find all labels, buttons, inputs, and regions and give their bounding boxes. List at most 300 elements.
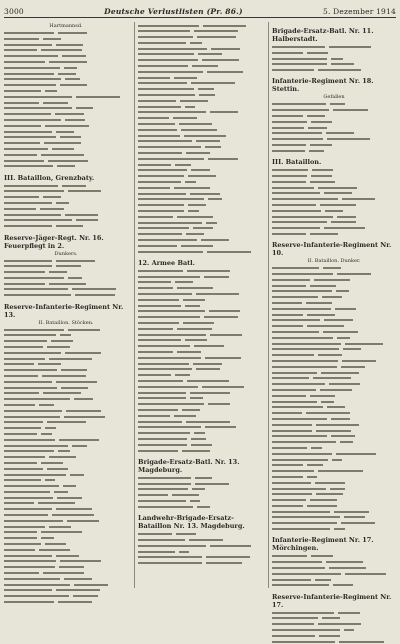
entry-text bbox=[272, 127, 304, 129]
entry-status bbox=[183, 322, 213, 324]
entry-status bbox=[181, 129, 217, 131]
casualty-entry bbox=[272, 553, 396, 558]
entry-text bbox=[138, 392, 186, 394]
entry-status bbox=[52, 514, 95, 516]
entry-status bbox=[205, 357, 241, 359]
casualty-entry bbox=[272, 196, 396, 201]
entry-text bbox=[272, 290, 332, 292]
entry-status bbox=[60, 334, 71, 336]
casualty-entry bbox=[138, 196, 262, 201]
casualty-entry bbox=[138, 343, 262, 348]
entry-status bbox=[45, 427, 56, 429]
casualty-entry bbox=[138, 28, 262, 33]
entry-text bbox=[4, 566, 55, 568]
entry-status bbox=[193, 363, 221, 365]
casualty-entry bbox=[272, 306, 396, 311]
entry-status bbox=[62, 55, 86, 57]
column-divider bbox=[268, 22, 269, 588]
casualty-entry bbox=[138, 413, 262, 418]
entry-text bbox=[4, 497, 53, 499]
entry-text bbox=[138, 94, 195, 96]
entry-status bbox=[67, 520, 99, 522]
casualty-entry bbox=[138, 285, 262, 290]
casualty-entry bbox=[272, 358, 396, 363]
casualty-entry bbox=[272, 341, 396, 346]
casualty-entry bbox=[4, 483, 128, 488]
entry-status bbox=[337, 216, 356, 218]
casualty-entry bbox=[138, 237, 262, 242]
entry-status bbox=[61, 369, 86, 371]
entry-text bbox=[272, 354, 314, 356]
header-rule bbox=[4, 17, 396, 18]
entry-text bbox=[272, 505, 303, 507]
entry-text bbox=[272, 279, 310, 281]
entry-text bbox=[138, 276, 200, 278]
entry-text bbox=[272, 629, 340, 631]
entry-text bbox=[272, 343, 341, 345]
entry-text bbox=[272, 198, 338, 200]
entry-status bbox=[191, 438, 206, 440]
entry-text bbox=[272, 337, 333, 339]
entry-status bbox=[339, 641, 383, 643]
casualty-entry bbox=[4, 489, 128, 494]
entry-text bbox=[4, 369, 57, 371]
entry-text bbox=[4, 102, 39, 104]
entry-status bbox=[330, 103, 345, 105]
entry-text bbox=[272, 175, 307, 177]
entry-status bbox=[331, 435, 355, 437]
casualty-entry bbox=[272, 639, 396, 644]
entry-status bbox=[42, 375, 87, 377]
casualty-entry bbox=[4, 338, 128, 343]
entry-status bbox=[43, 572, 84, 574]
casualty-entry bbox=[272, 352, 396, 357]
casualty-entry bbox=[138, 366, 262, 371]
entry-text bbox=[272, 516, 340, 518]
entry-text bbox=[138, 380, 183, 382]
entry-text bbox=[138, 281, 171, 283]
casualty-entry bbox=[272, 514, 396, 519]
casualty-entry bbox=[4, 269, 128, 274]
entry-text bbox=[138, 287, 173, 289]
entry-text bbox=[138, 368, 192, 370]
entry-status bbox=[321, 401, 334, 403]
entry-text bbox=[138, 409, 178, 411]
entry-status bbox=[175, 164, 191, 166]
entry-text bbox=[4, 526, 45, 528]
entry-text bbox=[272, 138, 323, 140]
casualty-entry bbox=[4, 390, 128, 395]
entry-text bbox=[272, 302, 302, 304]
entry-text bbox=[138, 164, 171, 166]
entry-text bbox=[272, 103, 326, 105]
casualty-entry bbox=[138, 337, 262, 342]
entry-text bbox=[272, 267, 319, 269]
entry-status bbox=[188, 204, 206, 206]
entry-status bbox=[324, 227, 364, 229]
entry-text bbox=[272, 150, 305, 152]
casualty-entry bbox=[4, 158, 128, 163]
entry-status bbox=[49, 456, 76, 458]
casualty-entry bbox=[4, 223, 128, 228]
entry-status bbox=[331, 63, 354, 65]
casualty-entry bbox=[272, 439, 396, 444]
entry-text bbox=[272, 348, 339, 350]
casualty-entry bbox=[272, 559, 396, 564]
entry-text bbox=[138, 322, 179, 324]
casualty-entry bbox=[4, 134, 128, 139]
entry-text bbox=[272, 192, 320, 194]
section-subheading: Hartmannsd. bbox=[49, 23, 83, 29]
entry-text bbox=[138, 316, 200, 318]
casualty-entry bbox=[272, 451, 396, 456]
casualty-entry bbox=[272, 375, 396, 380]
entry-status bbox=[58, 601, 93, 603]
casualty-entry bbox=[272, 399, 396, 404]
entry-text bbox=[4, 358, 45, 360]
entry-status bbox=[58, 450, 70, 452]
casualty-entry bbox=[138, 86, 262, 91]
entry-text bbox=[272, 319, 320, 321]
entry-text bbox=[4, 78, 61, 80]
casualty-entry bbox=[4, 206, 128, 211]
page-number: 3000 bbox=[4, 7, 24, 16]
entry-text bbox=[138, 135, 180, 137]
entry-status bbox=[41, 537, 53, 539]
casualty-entry bbox=[4, 212, 128, 217]
entry-text bbox=[272, 331, 319, 333]
entry-text bbox=[272, 221, 327, 223]
entry-status bbox=[306, 302, 332, 304]
casualty-entry bbox=[4, 379, 128, 384]
entry-text bbox=[138, 494, 168, 496]
entry-status bbox=[326, 561, 363, 563]
entry-status bbox=[65, 119, 85, 121]
entry-text bbox=[138, 270, 183, 272]
entry-status bbox=[41, 531, 82, 533]
casualty-entry bbox=[138, 162, 262, 167]
entry-text bbox=[4, 185, 58, 187]
entry-status bbox=[307, 115, 326, 117]
casualty-entry bbox=[272, 433, 396, 438]
casualty-entry bbox=[272, 219, 396, 224]
entry-status bbox=[44, 142, 81, 144]
entry-text bbox=[4, 601, 54, 603]
entry-status bbox=[191, 444, 212, 446]
entry-status bbox=[198, 88, 213, 90]
entry-text bbox=[4, 329, 64, 331]
entry-text bbox=[138, 158, 204, 160]
casualty-entry bbox=[4, 356, 128, 361]
entry-status bbox=[185, 181, 196, 183]
entry-status bbox=[194, 30, 239, 32]
entry-text bbox=[4, 462, 37, 464]
entry-text bbox=[4, 410, 62, 412]
entry-status bbox=[210, 111, 238, 113]
entry-text bbox=[138, 88, 194, 90]
casualty-entry bbox=[4, 599, 128, 604]
entry-status bbox=[195, 483, 228, 485]
entry-text bbox=[138, 42, 186, 44]
entry-text bbox=[272, 470, 314, 472]
entry-status bbox=[204, 276, 228, 278]
casualty-entry bbox=[4, 396, 128, 401]
entry-text bbox=[138, 30, 190, 32]
entry-text bbox=[138, 152, 182, 154]
entry-text bbox=[138, 432, 190, 434]
entry-status bbox=[74, 584, 108, 586]
entry-status bbox=[185, 305, 201, 307]
column-divider bbox=[134, 22, 135, 588]
casualty-entry bbox=[4, 30, 128, 35]
entry-status bbox=[66, 410, 100, 412]
casualty-entry bbox=[4, 477, 128, 482]
entry-status bbox=[207, 71, 242, 73]
entry-text bbox=[272, 383, 325, 385]
casualty-entry bbox=[138, 144, 262, 149]
casualty-entry bbox=[272, 329, 396, 334]
entry-text bbox=[272, 617, 318, 619]
casualty-entry bbox=[138, 191, 262, 196]
entry-text bbox=[4, 560, 56, 562]
casualty-entry bbox=[4, 344, 128, 349]
entry-status bbox=[56, 589, 100, 591]
casualty-entry bbox=[138, 442, 262, 447]
entry-status bbox=[199, 94, 215, 96]
entry-status bbox=[76, 107, 93, 109]
casualty-entry bbox=[138, 297, 262, 302]
entry-text bbox=[4, 131, 52, 133]
casualty-entry bbox=[4, 76, 128, 81]
section-subheading: II. Bataillon. Dunker. bbox=[307, 258, 361, 265]
entry-text bbox=[4, 202, 52, 204]
casualty-entry bbox=[138, 156, 262, 161]
casualty-entry bbox=[138, 220, 262, 225]
entry-text bbox=[272, 366, 337, 368]
entry-text bbox=[138, 129, 177, 131]
entry-text bbox=[272, 227, 320, 229]
entry-text bbox=[4, 549, 35, 551]
entry-status bbox=[307, 476, 318, 478]
casualty-entry bbox=[4, 350, 128, 355]
casualty-entry bbox=[4, 361, 128, 366]
entry-text bbox=[4, 32, 54, 34]
entry-status bbox=[311, 447, 321, 449]
casualty-entry bbox=[4, 570, 128, 575]
entry-status bbox=[316, 430, 351, 432]
casualty-entry bbox=[4, 553, 128, 558]
entry-status bbox=[183, 299, 205, 301]
casualty-entry bbox=[4, 183, 128, 188]
entry-text bbox=[4, 38, 39, 40]
casualty-entry bbox=[138, 51, 262, 56]
casualty-entry bbox=[138, 390, 262, 395]
casualty-entry bbox=[272, 50, 396, 55]
casualty-entry bbox=[4, 123, 128, 128]
entry-status bbox=[310, 285, 336, 287]
entry-text bbox=[272, 476, 303, 478]
entry-status bbox=[65, 214, 98, 216]
entry-text bbox=[272, 511, 330, 513]
entry-status bbox=[56, 555, 79, 557]
casualty-entry bbox=[4, 105, 128, 110]
casualty-entry bbox=[272, 323, 396, 328]
entry-status bbox=[72, 288, 116, 290]
entry-status bbox=[59, 566, 84, 568]
entry-status bbox=[210, 334, 241, 336]
entry-status bbox=[174, 77, 197, 79]
casualty-entry bbox=[272, 509, 396, 514]
entry-text bbox=[272, 233, 306, 235]
entry-text bbox=[138, 48, 207, 50]
casualty-entry bbox=[272, 208, 396, 213]
entry-text bbox=[272, 273, 333, 275]
entry-status bbox=[205, 426, 236, 428]
entry-status bbox=[319, 635, 340, 637]
entry-status bbox=[188, 175, 216, 177]
entry-status bbox=[202, 386, 244, 388]
casualty-entry bbox=[138, 121, 262, 126]
entry-status bbox=[56, 44, 84, 46]
entry-status bbox=[55, 113, 84, 115]
entry-text bbox=[4, 165, 53, 167]
casualty-entry bbox=[4, 535, 128, 540]
casualty-entry bbox=[138, 185, 262, 190]
casualty-entry bbox=[272, 457, 396, 462]
casualty-entry bbox=[4, 217, 128, 222]
entry-text bbox=[272, 584, 329, 586]
entry-text bbox=[4, 61, 45, 63]
entry-status bbox=[186, 233, 204, 235]
entry-status bbox=[341, 522, 374, 524]
entry-status bbox=[176, 533, 197, 535]
casualty-entry bbox=[138, 560, 262, 565]
casualty-entry bbox=[272, 288, 396, 293]
section-heading: Reserve-Infanterie-Regiment Nr. 13. bbox=[4, 302, 124, 319]
casualty-entry bbox=[4, 448, 128, 453]
entry-text bbox=[138, 204, 184, 206]
entry-status bbox=[185, 339, 207, 341]
entry-status bbox=[345, 343, 383, 345]
entry-status bbox=[310, 499, 337, 501]
casualty-entry bbox=[4, 512, 128, 517]
casualty-entry bbox=[4, 152, 128, 157]
entry-text bbox=[138, 146, 201, 148]
column-3 bbox=[272, 22, 396, 609]
entry-text bbox=[4, 445, 68, 447]
entry-text bbox=[138, 545, 206, 547]
entry-text bbox=[272, 623, 314, 625]
entry-text bbox=[4, 283, 45, 285]
entry-text bbox=[272, 372, 317, 374]
entry-status bbox=[315, 579, 331, 581]
casualty-entry bbox=[4, 425, 128, 430]
casualty-entry bbox=[272, 167, 396, 172]
entry-status bbox=[307, 325, 345, 327]
entry-status bbox=[210, 545, 251, 547]
casualty-entry bbox=[4, 529, 128, 534]
entry-text bbox=[272, 401, 317, 403]
entry-status bbox=[311, 555, 332, 557]
entry-text bbox=[4, 96, 72, 98]
entry-text bbox=[138, 77, 170, 79]
casualty-entry bbox=[138, 308, 262, 313]
casualty-entry bbox=[4, 200, 128, 205]
entry-text bbox=[272, 210, 321, 212]
casualty-entry bbox=[272, 113, 396, 118]
entry-status bbox=[191, 169, 210, 171]
entry-status bbox=[208, 198, 222, 200]
entry-status bbox=[197, 36, 236, 38]
casualty-entry bbox=[272, 214, 396, 219]
entry-status bbox=[47, 468, 67, 470]
entry-status bbox=[201, 239, 228, 241]
column-1 bbox=[4, 22, 128, 588]
casualty-entry bbox=[272, 67, 396, 72]
column-2 bbox=[138, 22, 262, 588]
entry-status bbox=[61, 387, 87, 389]
entry-status bbox=[206, 556, 251, 558]
entry-status bbox=[329, 567, 366, 569]
entry-text bbox=[138, 438, 187, 440]
entry-text bbox=[272, 482, 311, 484]
casualty-entry bbox=[272, 130, 396, 135]
section-heading: III. Bataillon, Grenzbaty. bbox=[4, 173, 95, 182]
casualty-entry bbox=[138, 486, 262, 491]
casualty-entry bbox=[4, 500, 128, 505]
casualty-entry bbox=[272, 633, 396, 638]
entry-status bbox=[320, 389, 352, 391]
casualty-entry bbox=[272, 393, 396, 398]
entry-status bbox=[322, 296, 342, 298]
entry-text bbox=[138, 556, 202, 558]
entry-status bbox=[313, 377, 351, 379]
entry-text bbox=[4, 485, 59, 487]
entry-text bbox=[4, 474, 66, 476]
entry-status bbox=[329, 383, 360, 385]
casualty-entry bbox=[138, 401, 262, 406]
casualty-entry bbox=[138, 167, 262, 172]
entry-status bbox=[64, 578, 91, 580]
casualty-entry bbox=[138, 225, 262, 230]
casualty-entry bbox=[272, 381, 396, 386]
entry-status bbox=[207, 251, 250, 253]
entry-status bbox=[64, 416, 104, 418]
entry-status bbox=[190, 42, 203, 44]
casualty-entry bbox=[4, 460, 128, 465]
entry-text bbox=[138, 506, 193, 508]
entry-text bbox=[272, 406, 323, 408]
casualty-entry bbox=[4, 188, 128, 193]
entry-status bbox=[336, 290, 348, 292]
entry-status bbox=[49, 271, 67, 273]
casualty-entry bbox=[138, 268, 262, 273]
casualty-entry bbox=[4, 558, 128, 563]
entry-text bbox=[138, 426, 201, 428]
entry-status bbox=[197, 506, 210, 508]
entry-status bbox=[318, 354, 342, 356]
casualty-entry bbox=[138, 98, 262, 103]
casualty-entry bbox=[138, 231, 262, 236]
section-heading: Infanterie-Regiment Nr. 18. Stettin. bbox=[272, 77, 374, 94]
casualty-entry bbox=[4, 402, 128, 407]
casualty-entry bbox=[4, 129, 128, 134]
entry-text bbox=[4, 49, 37, 51]
entry-status bbox=[196, 140, 220, 142]
entry-status bbox=[335, 308, 356, 310]
casualty-entry bbox=[138, 80, 262, 85]
entry-status bbox=[325, 210, 344, 212]
